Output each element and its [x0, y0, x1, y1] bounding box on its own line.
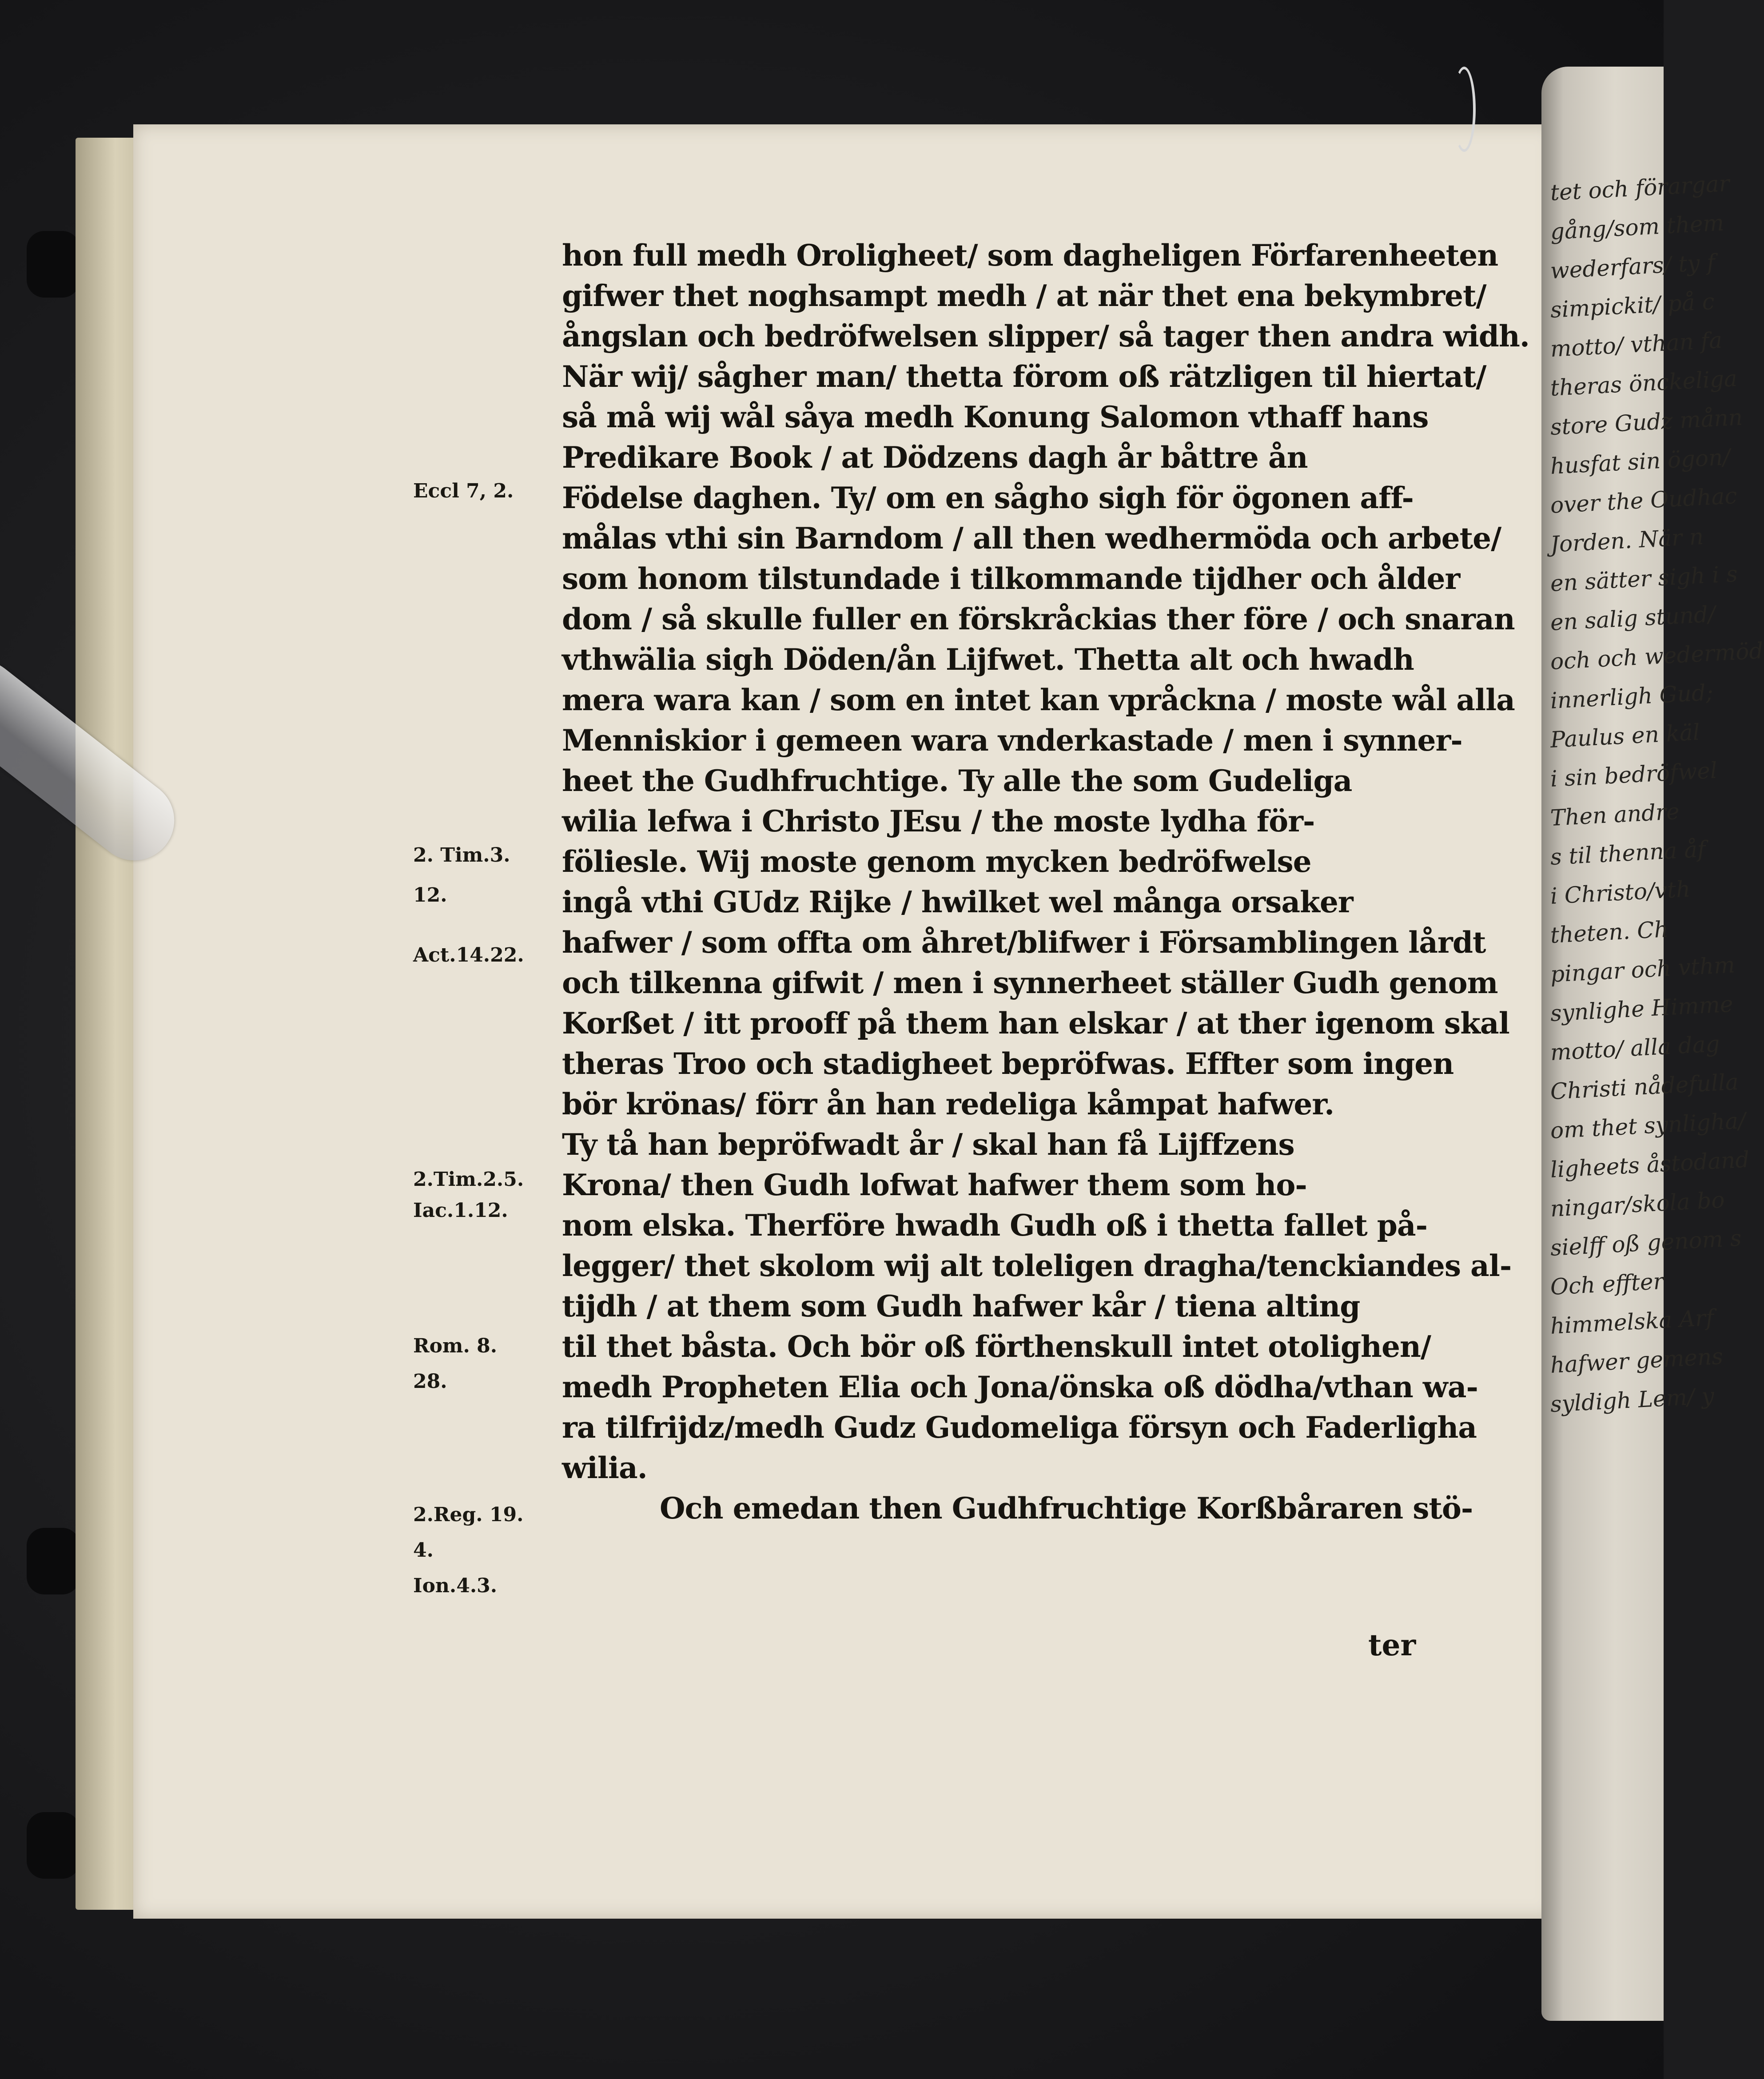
facing-text-line: i Christo/vth: [1549, 876, 1691, 909]
facing-text-line: over the Oudhac: [1549, 483, 1738, 518]
facing-text-line: hafwer gemens: [1549, 1343, 1724, 1378]
text-line: medh Propheten Elia och Jona/önska oß dödha/vthan wa-: [562, 1370, 1478, 1404]
facing-text-line: theras önckeliga: [1549, 365, 1738, 401]
text-line: så må wij wål såya medh Konung Salomon vthaff hans: [562, 400, 1429, 434]
book-thread: [1453, 67, 1476, 152]
text-line: til thet båsta. Och bör oß förthenskull intet otolighen/: [562, 1329, 1431, 1364]
facing-text-line: pingar och vthm: [1549, 952, 1736, 987]
margin-note: Rom. 8.: [413, 1335, 498, 1357]
margin-note: 12.: [413, 884, 447, 906]
text-line: hon full medh Oroligheet/ som dagheligen Förfarenheeten: [562, 238, 1498, 273]
facing-text-line: och och wedermöd: [1549, 637, 1764, 675]
facing-text-line: husfat sin ögon/: [1549, 444, 1731, 479]
text-line: målas vthi sin Barndom / all then wedhermöda och arbete/: [562, 521, 1501, 556]
facing-text-line: wederfars/ ty f: [1549, 249, 1716, 284]
text-line: Och emedan then Gudhfruchtige Korßbåraren stö-: [660, 1491, 1473, 1526]
facing-text-line: store Gudz månn: [1549, 404, 1744, 440]
facing-text-line: Jorden. När n: [1549, 523, 1704, 557]
text-line: ångslan och bedröfwelsen slipper/ så tager then andra widh.: [562, 319, 1529, 354]
text-line: vthwälia sigh Döden/ån Lijfwet. Thetta alt och hwadh: [562, 642, 1414, 677]
margin-note: 2.Reg. 19.: [413, 1503, 524, 1526]
facing-text-line: Och effter: [1549, 1268, 1664, 1300]
text-line: tijdh / at them som Gudh hafwer kår / tiena alting: [562, 1289, 1360, 1324]
binding-clip: [27, 1812, 80, 1879]
text-line: Menniskior i gemeen wara vnderkastade / men i synner-: [562, 723, 1462, 758]
facing-text-line: synlighe Himme: [1549, 991, 1734, 1026]
text-line: och tilkenna gifwit / men i synnerheet ställer Gudh genom: [562, 966, 1498, 1000]
text-line: legger/ thet skolom wij alt toleligen dragha/tenckiandes al-: [562, 1248, 1512, 1283]
page-edge-stack: [76, 138, 142, 1910]
text-line: ra tilfrijdz/medh Gudz Gudomeliga försyn och Faderligha: [562, 1410, 1477, 1445]
margin-note: Eccl 7, 2.: [413, 480, 514, 502]
text-line: ingå vthi GUdz Rijke / hwilket wel många orsaker: [562, 885, 1353, 919]
text-line: wilia.: [562, 1451, 647, 1485]
facing-text-line: Then andre: [1549, 798, 1680, 831]
margin-note: 4.: [413, 1539, 434, 1562]
facing-text-line: Christi nådefulla: [1549, 1069, 1740, 1105]
facing-text-line: theten. Ch: [1549, 916, 1669, 948]
text-line: bör krönas/ förr ån han redeliga kåmpat hafwer.: [562, 1087, 1334, 1121]
facing-page-text: [1549, 170, 1764, 1424]
text-line: När wij/ sågher man/ thetta förom oß rätzligen til hiertat/: [562, 359, 1486, 394]
text-line: mera wara kan / som en intet kan vpråckna / moste wål alla: [562, 683, 1515, 717]
margin-note: Ion.4.3.: [413, 1574, 498, 1597]
facing-text-line: en salig stund/: [1549, 601, 1716, 636]
facing-text-line: Paulus en käl: [1549, 719, 1701, 753]
facing-text-line: innerligh Gud;: [1549, 679, 1714, 714]
text-line: theras Troo och stadigheet bepröfwas. Effter som ingen: [562, 1046, 1454, 1081]
book-page-right: [1541, 67, 1764, 2021]
text-line: hafwer / som offta om åhret/blifwer i Församblingen lårdt: [562, 925, 1486, 960]
facing-text-line: ligheets åstodand: [1549, 1146, 1750, 1183]
text-line: dom / så skulle fuller en förskråckias ther före / och snaran: [562, 602, 1515, 636]
text-line: Krona/ then Gudh lofwat hafwer them som ho-: [562, 1168, 1307, 1202]
facing-text-line: tet och förargar: [1549, 170, 1730, 206]
facing-text-line: himmelska Arf: [1549, 1304, 1715, 1339]
binding-clip: [27, 1528, 80, 1594]
text-line: wilia lefwa i Christo JEsu / the moste lydha för-: [562, 804, 1315, 839]
facing-text-line: syldigh Lem/ y: [1549, 1383, 1715, 1417]
text-line: Födelse daghen. Ty/ om en såghо sigh för ögonen aff-: [562, 481, 1414, 515]
margin-note: Iac.1.12.: [413, 1199, 508, 1222]
facing-text-line: ningar/skola bo: [1549, 1187, 1725, 1222]
margin-note: 2.Tim.2.5.: [413, 1168, 524, 1191]
facing-text-line: motto/ alla dag: [1549, 1031, 1720, 1065]
main-text-block: [562, 235, 1529, 1529]
margin-note: Act.14.22.: [413, 944, 524, 966]
text-line: föliesle. Wij moste genom mycken bedröfwelse: [562, 844, 1311, 879]
facing-text-line: gång/som them: [1549, 210, 1725, 245]
binding-clip: [27, 231, 80, 298]
facing-text-line: om thet synligha/: [1549, 1107, 1747, 1144]
margin-note: 2. Tim.3.: [413, 844, 510, 867]
text-line: nom elska. Therföre hwadh Gudh oß i thetta fallet på-: [562, 1208, 1428, 1243]
facing-text-line: i sin bedröfwel: [1549, 757, 1718, 792]
facing-text-line: en sätter sigh i s: [1549, 560, 1738, 596]
text-line: gifwer thet noghsampt medh / at när thet ena bekymbret/: [562, 278, 1486, 313]
text-line: som honom tilstundade i tilkommande tijdher och ålder: [562, 561, 1460, 596]
text-line: Korßet / itt prooff på them han elskar / at ther igenom skal: [562, 1006, 1509, 1041]
facing-text-line: motto/ vthan fa: [1549, 327, 1723, 362]
text-line: heet the Gudhfruchtige. Ty alle the som Gudeliga: [562, 763, 1352, 798]
text-line: Predikare Book / at Dödzens dagh år båttre ån: [562, 440, 1308, 475]
text-line: Ty tå han bepröfwadt år / skal han få Lijffzens: [562, 1127, 1294, 1162]
catchword: ter: [1368, 1628, 1416, 1662]
facing-text-line: s til thenna åf: [1549, 836, 1706, 870]
facing-text-line: simpickit/ på c: [1549, 288, 1715, 323]
margin-note: 28.: [413, 1370, 447, 1393]
facing-text-line: sielff oß genom s: [1549, 1225, 1742, 1261]
